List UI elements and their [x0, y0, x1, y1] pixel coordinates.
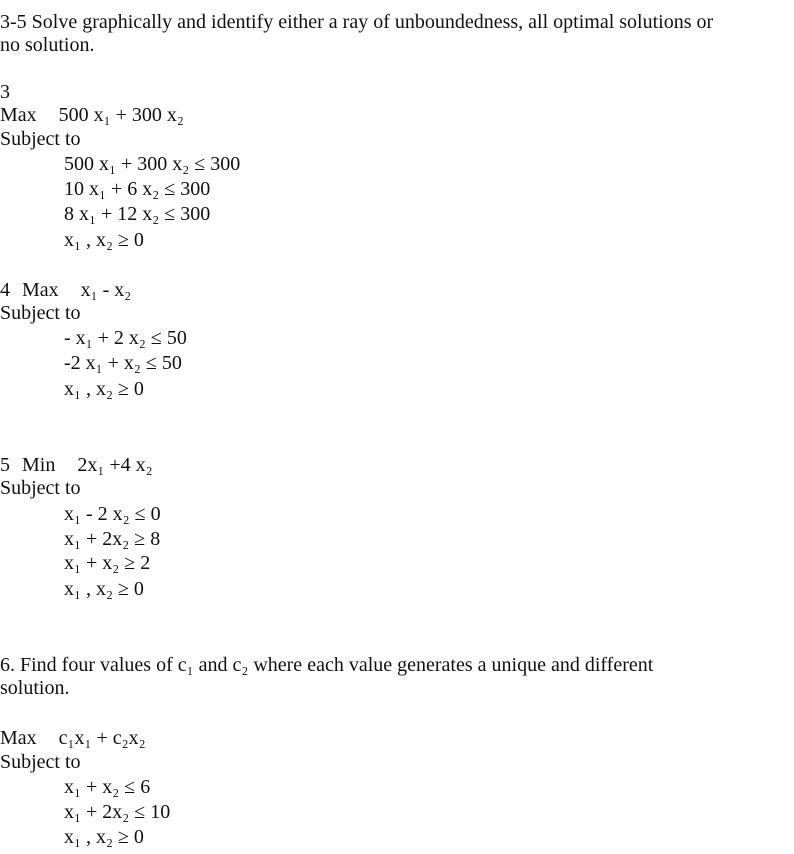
problem-6-constraint: x₁ + x₂ ≤ 6: [64, 776, 151, 798]
problem-5-nonnegativity: x₁ , x₂ ≥ 0: [64, 578, 144, 600]
problem-5-objective-expr: 2x₁ +4 x₂: [77, 454, 153, 476]
problem-6-objective-expr: c₁x₁ + c₂x₂: [58, 727, 146, 749]
problem-3-objective-type: Max: [0, 104, 37, 126]
problem-4-objective: [0, 278, 131, 302]
problem-3-subject-to: Subject to: [0, 128, 81, 150]
problem-4-constraint: -2 x₁ + x₂ ≤ 50: [64, 352, 182, 374]
problem-3-objective-expr: 500 x₁ + 300 x₂: [58, 104, 184, 126]
problem-5-objective-type: Min: [22, 454, 56, 476]
problem-3-objective: [0, 103, 184, 127]
problem-5-constraint: x₁ + 2x₂ ≥ 8: [64, 528, 161, 550]
problem-3-number: 3: [0, 81, 10, 103]
problem-3-constraint: 500 x₁ + 300 x₂ ≤ 300: [64, 153, 241, 175]
problem-4-objective-type: Max: [22, 279, 59, 301]
problem-5-constraint: x₁ - 2 x₂ ≤ 0: [64, 503, 161, 525]
problem-6-prompt-line-2: solution.: [0, 677, 70, 699]
problem-4-constraint: - x₁ + 2 x₂ ≤ 50: [64, 327, 187, 349]
problem-3-constraint: 8 x₁ + 12 x₂ ≤ 300: [64, 203, 211, 225]
problem-5-number: 5: [0, 454, 10, 476]
problem-3-constraint: 10 x₁ + 6 x₂ ≤ 300: [64, 178, 211, 200]
problem-6-constraint: x₁ + 2x₂ ≤ 10: [64, 801, 171, 823]
problem-4-number: 4: [0, 279, 10, 301]
problem-6-prompt-line-1: 6. Find four values of c₁ and c₂ where each value generates a unique and different: [0, 654, 654, 676]
problem-6-subject-to: Subject to: [0, 751, 81, 773]
problem-6-nonnegativity: x₁ , x₂ ≥ 0: [64, 826, 144, 848]
problem-3-nonnegativity: x₁ , x₂ ≥ 0: [64, 229, 144, 251]
problem-5-constraint: x₁ + x₂ ≥ 2: [64, 552, 151, 574]
problem-4-subject-to: Subject to: [0, 302, 81, 324]
problem-5-subject-to: Subject to: [0, 477, 81, 499]
problem-6-objective: [0, 726, 146, 750]
problem-6-objective-type: Max: [0, 727, 37, 749]
problem-5-objective: [0, 453, 153, 477]
intro-line-2: no solution.: [0, 34, 95, 56]
problem-4-objective-expr: x₁ - x₂: [80, 279, 132, 301]
intro-line-1: 3-5 Solve graphically and identify either a ray of unboundedness, all optimal solutions or: [0, 11, 714, 33]
problem-4-nonnegativity: x₁ , x₂ ≥ 0: [64, 378, 144, 400]
